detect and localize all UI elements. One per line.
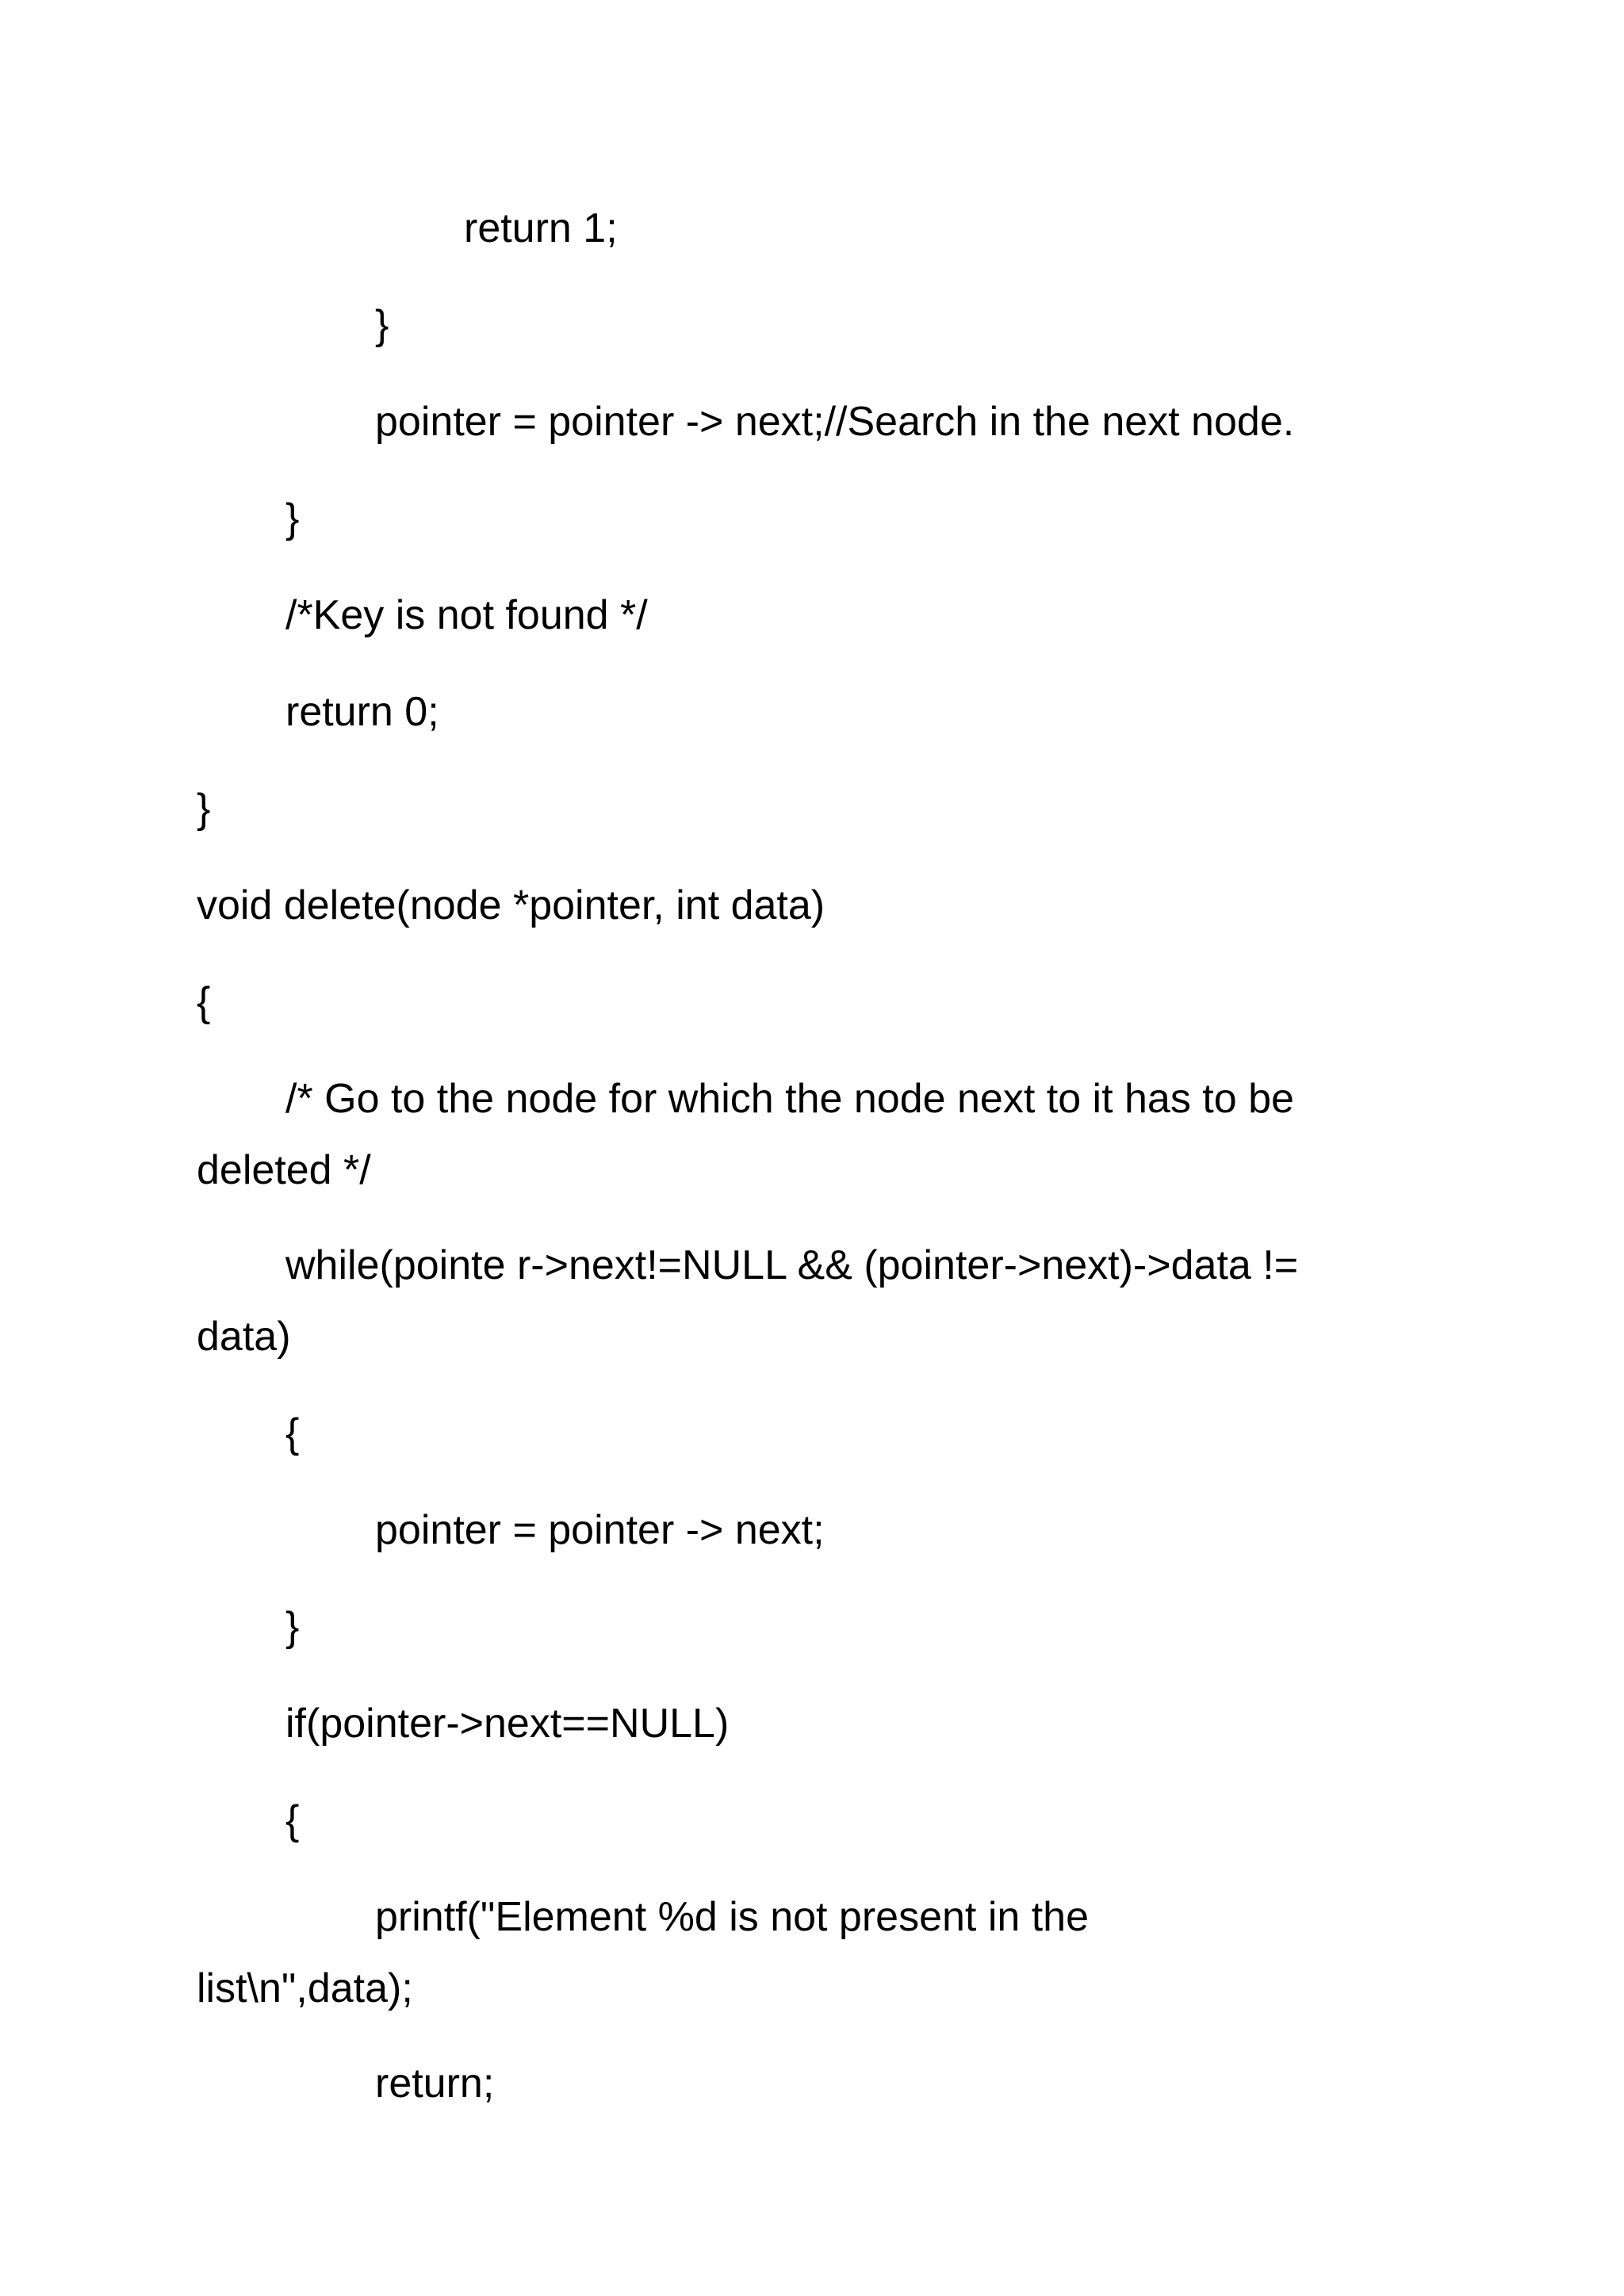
code-line: } <box>285 496 300 541</box>
code-line: while(pointe r->next!=NULL && (pointer->next)->data != <box>285 1242 1299 1288</box>
code-line: pointer = pointer -> next; <box>375 1507 825 1553</box>
code-line: if(pointer->next==NULL) <box>285 1701 730 1747</box>
code-line: return; <box>375 2061 495 2107</box>
code-line-continuation: data) <box>197 1314 291 1360</box>
code-line: return 1; <box>464 205 618 251</box>
code-line: } <box>375 302 389 348</box>
code-comment: /* Go to the node for which the node next to it has to be <box>285 1076 1294 1122</box>
code-line-continuation: list\n",data); <box>197 1965 413 2011</box>
code-line: printf("Element %d is not present in the <box>375 1894 1090 1940</box>
code-line: } <box>197 786 211 832</box>
code-line: { <box>197 979 211 1025</box>
code-comment: /*Key is not found */ <box>285 592 648 638</box>
function-signature: void delete(node *pointer, int data) <box>197 882 825 928</box>
code-line: } <box>285 1604 300 1650</box>
code-comment-continuation: deleted */ <box>197 1147 371 1193</box>
code-line: { <box>285 1797 300 1843</box>
code-line: return 0; <box>285 689 439 735</box>
code-line: { <box>285 1410 300 1456</box>
code-line: pointer = pointer -> next;//Search in the next node. <box>375 399 1295 445</box>
